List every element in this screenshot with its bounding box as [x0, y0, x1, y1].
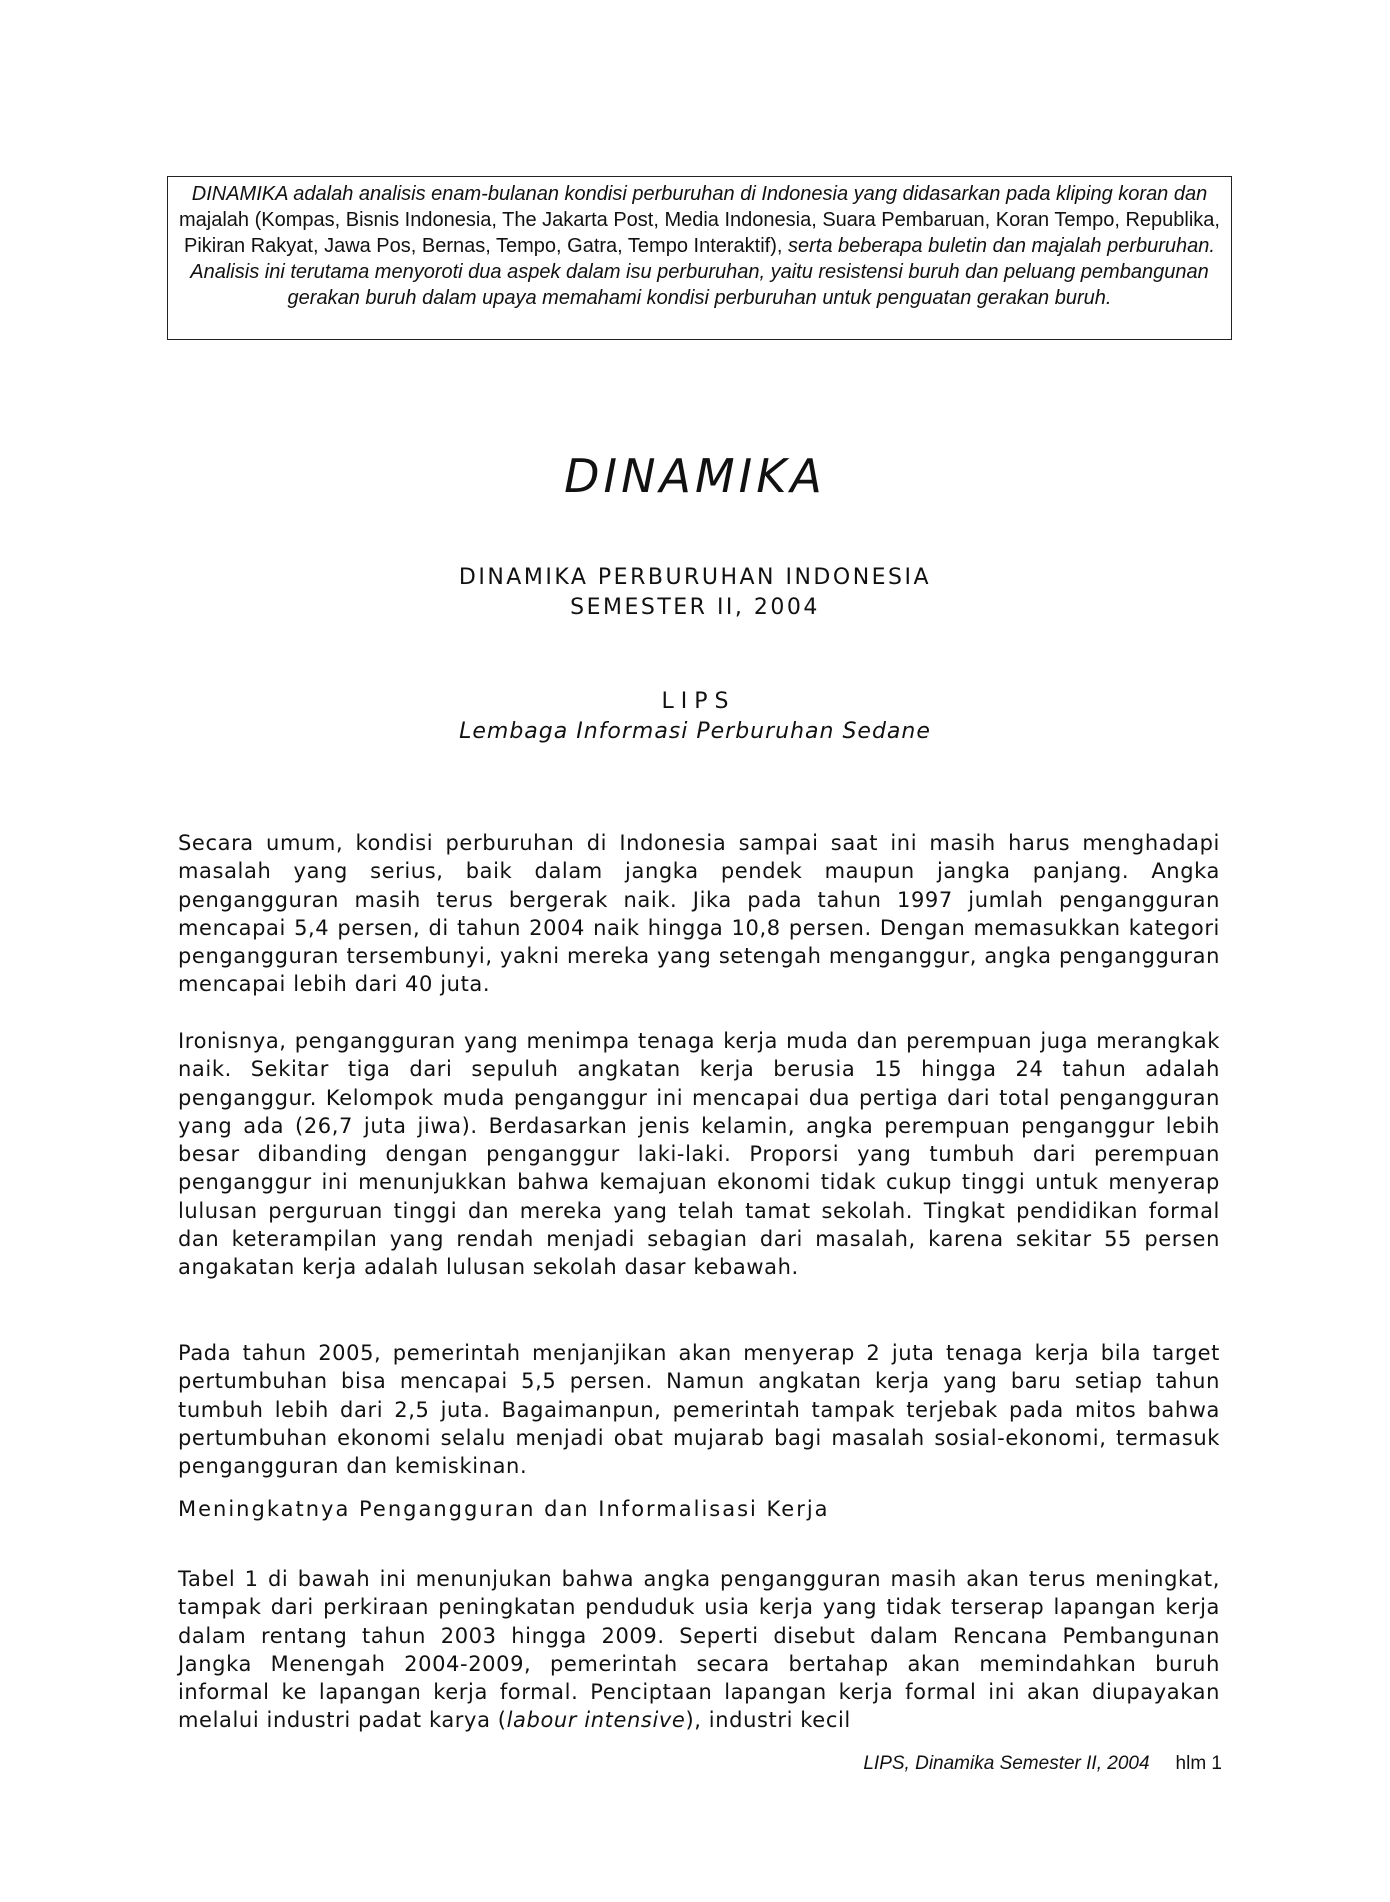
organization-name: Lembaga Informasi Perburuhan Sedane	[459, 719, 931, 744]
paragraph-1: Secara umum, kondisi perburuhan di Indonesia sampai saat ini masih harus menghadapi masalah yang serius, baik dalam jangka pendek maupun jangka panjang. Angka pengangguran masih terus bergerak naik. Jika pada tahun 1997 jumlah pengangguran mencapai 5,4 persen, di tahun 2004 naik hingga 10,8 persen. Dengan memasukkan kategori pengangguran tersembunyi, yakni mereka yang setengah menganggur, angka pengangguran mencapai lebih dari 40 juta.	[178, 831, 1220, 997]
intro-text-italic-1: DINAMIKA adalah analisis enam-bulanan kondisi perburuhan di Indonesia yang didasarkan pada kliping koran dan	[191, 183, 1208, 205]
intro-text-italic-2: serta beberapa buletin dan majalah perburuhan. Analisis ini terutama menyoroti dua aspek dalam isu perburuhan, yaitu resistensi buruh dan peluang pembangunan gerakan buruh dalam upaya memahami kondisi perburuhan untuk penguatan gerakan buruh.	[190, 235, 1215, 309]
paragraph-5-emphasis: labour intensive	[506, 1708, 686, 1733]
organization-abbreviation: L I P S	[661, 689, 729, 714]
paragraph-5	[178, 1565, 1220, 1735]
paragraph-3: Pada tahun 2005, pemerintah menjanjikan akan menyerap 2 juta tenaga kerja bila target pertumbuhan bisa mencapai 5,5 persen. Namun angkatan kerja yang baru setiap tahun tumbuh lebih dari 2,5 juta. Bagaimanpun, pemerintah tampak terjebak pada mitos bahwa pertumbuhan ekonomi selalu menjadi obat mujarab bagi masalah sosial-ekonomi, termasuk pengangguran dan kemiskinan.	[178, 1341, 1220, 1479]
footer-source: LIPS, Dinamika Semester II, 2004	[863, 1753, 1150, 1774]
subtitle-line-2: SEMESTER II, 2004	[570, 595, 820, 620]
subtitle-line-1: DINAMIKA PERBURUHAN INDONESIA	[458, 565, 932, 590]
section-heading: Meningkatnya Pengangguran dan Informalisasi Kerja	[178, 1497, 830, 1521]
intro-text-sources: majalah (Kompas, Bisnis Indonesia, The Jakarta Post, Media Indonesia, Suara Pembaruan, Koran Tempo, Republika, Pikiran Rakyat, Jawa Pos, Bernas, Tempo, Gatra, Tempo Interaktif),	[179, 209, 1220, 257]
intro-summary-box	[167, 176, 1232, 340]
paragraph-5-text-b: ), industri kecil	[685, 1708, 851, 1733]
footer-page-number: hlm 1	[1175, 1753, 1222, 1774]
document-title: DINAMIKA	[564, 449, 826, 503]
page-footer	[0, 1752, 1222, 1776]
paragraph-5-text-a: Tabel 1 di bawah ini menunjukan bahwa angka pengangguran masih akan terus meningkat, tampak dari perkiraan peningkatan penduduk usia kerja yang tidak terserap lapangan kerja dalam rentang tahun 2003 hingga 2009. Seperti disebut dalam Rencana Pembangunan Jangka Menengah 2004-2009, pemerintah secara bertahap akan memindahkan buruh informal ke lapangan kerja formal. Penciptaan lapangan kerja formal ini akan diupayakan melalui industri padat karya (	[178, 1567, 1220, 1733]
paragraph-2: Ironisnya, pengangguran yang menimpa tenaga kerja muda dan perempuan juga merangkak naik. Sekitar tiga dari sepuluh angkatan kerja berusia 15 hingga 24 tahun adalah penganggur. Kelompok muda penganggur ini mencapai dua pertiga dari total pengangguran yang ada (26,7 juta jiwa). Berdasarkan jenis kelamin, angka perempuan penganggur lebih besar dibanding dengan penganggur laki-laki. Proporsi yang tumbuh dari perempuan penganggur ini menunjukkan bahwa kemajuan ekonomi tidak cukup tinggi untuk menyerap lulusan perguruan tinggi dan mereka yang telah tamat sekolah. Tingkat pendidikan formal dan keterampilan yang rendah menjadi sebagian dari masalah, karena sekitar 55 persen angakatan kerja adalah lulusan sekolah dasar kebawah.	[178, 1029, 1220, 1280]
